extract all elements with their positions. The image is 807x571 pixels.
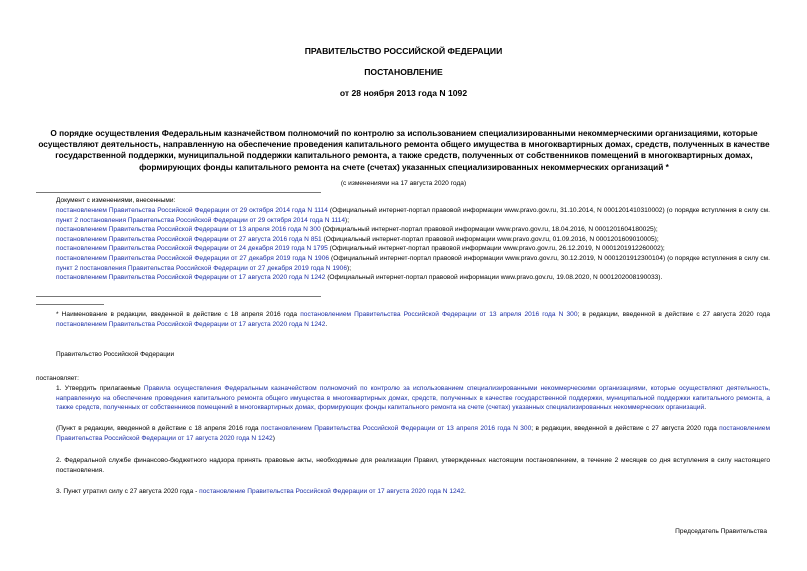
document-title: О порядке осуществления Федеральным казначейством полномочий по контролю за использованием специализированными некоммерческими организациями, которые осуществляют деятельность, направленную на обеспечение проведения капитального ремонта общего имущества в многоквартирных домах, средств, полученных в качестве государственной поддержки, муниципальной поддержки капитального ремонта, а также средств, полученных от собственников помещений в многоквартирных домах, формирующих фонды капитального ремонта на счете (счетах) указанных специализированных некоммерческих организаций * [38,128,770,172]
paragraph-2: 2. Федеральной службе финансово-бюджетного надзора принять правовые акты, необходимые для реализации Правил, утвержденных настоящим постановлением, в течение 2 месяцев со дня вступления в силу настоящего постановления. [56,457,770,474]
document-date-number: от 28 ноября 2013 года N 1092 [339,88,468,98]
change-item: постановлением Правительства Российской Федерации от 27 августа 2016 года N 851 (Официальный интернет-портал правовой информации www.pravo.gov.ru, 01.09.2016, N 0001201609010005); [56,235,659,243]
change-link-2[interactable]: пункт 2 постановления Правительства Российской Федерации от 27 декабря 2019 года N 1906 [56,264,347,272]
change-item: постановлением Правительства Российской Федерации от 27 декабря 2019 года N 1906 (Официальный интернет-портал правовой информации www.pravo.gov.ru, 30.12.2019, N 0001201912300104) (о порядке вступления в силу см. пункт 2 постановления Правительства Российской Федерации от 27 декабря 2019 года N 1906); [56,254,770,272]
signature-title: Председатель Правительства [675,528,767,535]
body-resolves: постановляет: [36,375,79,382]
change-item: постановлением Правительства Российской Федерации от 13 апреля 2016 года N 300 (Официальный интернет-портал правовой информации www.pravo.gov.ru, 18.04.2016, N 0001201604180025); [56,226,658,234]
change-link[interactable]: постановлением Правительства Российской Федерации от 24 декабря 2019 года N 1795 [56,245,328,253]
repeal-link[interactable]: постановление Правительства Российской Федерации от 17 августа 2020 года N 1242 [199,488,464,495]
change-item: постановлением Правительства Российской Федерации от 24 декабря 2019 года N 1795 (Официальный интернет-портал правовой информации www.pravo.gov.ru, 26.12.2019, N 0001201912260002); [56,245,665,253]
change-link-2[interactable]: пункт 2 постановления Правительства Российской Федерации от 29 октября 2014 года N 1114 [56,216,346,224]
changes-list [36,206,770,283]
amendment-link[interactable]: постановлением Правительства Российской Федерации от 17 августа 2020 года N 1242 [56,425,770,442]
footnote-divider [36,304,104,305]
divider [36,296,321,297]
change-item: постановлением Правительства Российской Федерации от 29 октября 2014 года N 1114 (Официальный интернет-портал правовой информации www.pravo.gov.ru, 31.10.2014, N 0001201410310002) (о порядке вступления в силу см. пункт 2 постановления Правительства Российской Федерации от 29 октября 2014 года N 1114); [56,207,770,224]
change-link[interactable]: постановлением Правительства Российской Федерации от 13 апреля 2016 года N 300 [56,226,321,234]
body-government: Правительство Российской Федерации [56,351,175,358]
footnote-link[interactable]: постановлением Правительства Российской Федерации от 13 апреля 2016 года N 300 [300,311,578,318]
paragraph-1-note: (Пункт в редакции, введенной в действие с 18 апреля 2016 года постановлением Правительства Российской Федерации от 13 апреля 2016 года N 300; в редакции, введенной в действие с 27 августа 2020 года постановлением Правительства Российской Федерации от 17 августа 2020 года N 1242) [56,425,770,442]
footnote: * Наименование в редакции, введенной в действие с 18 апреля 2016 года постановлением Правительства Российской Федерации от 13 апреля 2016 года N 300; в редакции, введенной в действие с 27 августа 2020 года постановлением Правительства Российской Федерации от 17 августа 2020 года N 1242. [56,311,770,328]
divider [36,192,321,193]
document-type: ПОСТАНОВЛЕНИЕ [364,67,443,77]
change-item: постановлением Правительства Российской Федерации от 17 августа 2020 года N 1242 (Официальный интернет-портал правовой информации www.pravo.gov.ru, 19.08.2020, N 0001202008190033). [56,274,663,282]
change-link[interactable]: постановлением Правительства Российской Федерации от 29 октября 2014 года N 1114 [56,207,328,214]
paragraph-3: 3. Пункт утратил силу с 27 августа 2020 года - постановление Правительства Российской Федерации от 17 августа 2020 года N 1242. [56,488,466,495]
change-link[interactable]: постановлением Правительства Российской Федерации от 27 декабря 2019 года N 1906 [56,254,330,262]
change-link[interactable]: постановлением Правительства Российской Федерации от 17 августа 2020 года N 1242 [56,274,326,282]
footnote-link[interactable]: постановлением Правительства Российской Федерации от 17 августа 2020 года N 1242 [56,320,326,328]
amendments-note: (с изменениями на 17 августа 2020 года) [340,180,467,187]
changes-intro: Документ с изменениями, внесенными: [56,197,176,204]
paragraph-1: 1. Утвердить прилагаемые Правила осуществления Федеральным казначейством полномочий по контролю за использованием специализированными некоммерческими организациями, которые осуществляют деятельность, направленную на обеспечение проведения капитального ремонта общего имущества в многоквартирных домах, средств, полученных в качестве государственной поддержки, муниципальной поддержки капитального ремонта, а также средств, полученных от собственников помещений в многоквартирных домах, формирующих фонды капитального ремонта на счете (счетах) указанных специализированных некоммерческих организаций. [56,385,770,412]
government-header: ПРАВИТЕЛЬСТВО РОССИЙСКОЙ ФЕДЕРАЦИИ [304,46,503,56]
amendment-link[interactable]: постановлением Правительства Российской Федерации от 13 апреля 2016 года N 300 [260,425,532,432]
change-link[interactable]: постановлением Правительства Российской Федерации от 27 августа 2016 года N 851 [56,235,322,243]
rules-link[interactable]: Правила осуществления Федеральным казначейством полномочий по контролю за использованием специализированными некоммерческими организациями, которые осуществляют деятельность, направленную на обеспечение проведения капитального ремонта общего имущества в многоквартирных домах, средств, полученных в качестве государственной поддержки, муниципальной поддержки капитального ремонта, а также средств, полученных от собственников помещений в многоквартирных домах, формирующих фонды капитального ремонта на счете (счетах) указанных специализированных некоммерческих организаций [56,385,770,412]
